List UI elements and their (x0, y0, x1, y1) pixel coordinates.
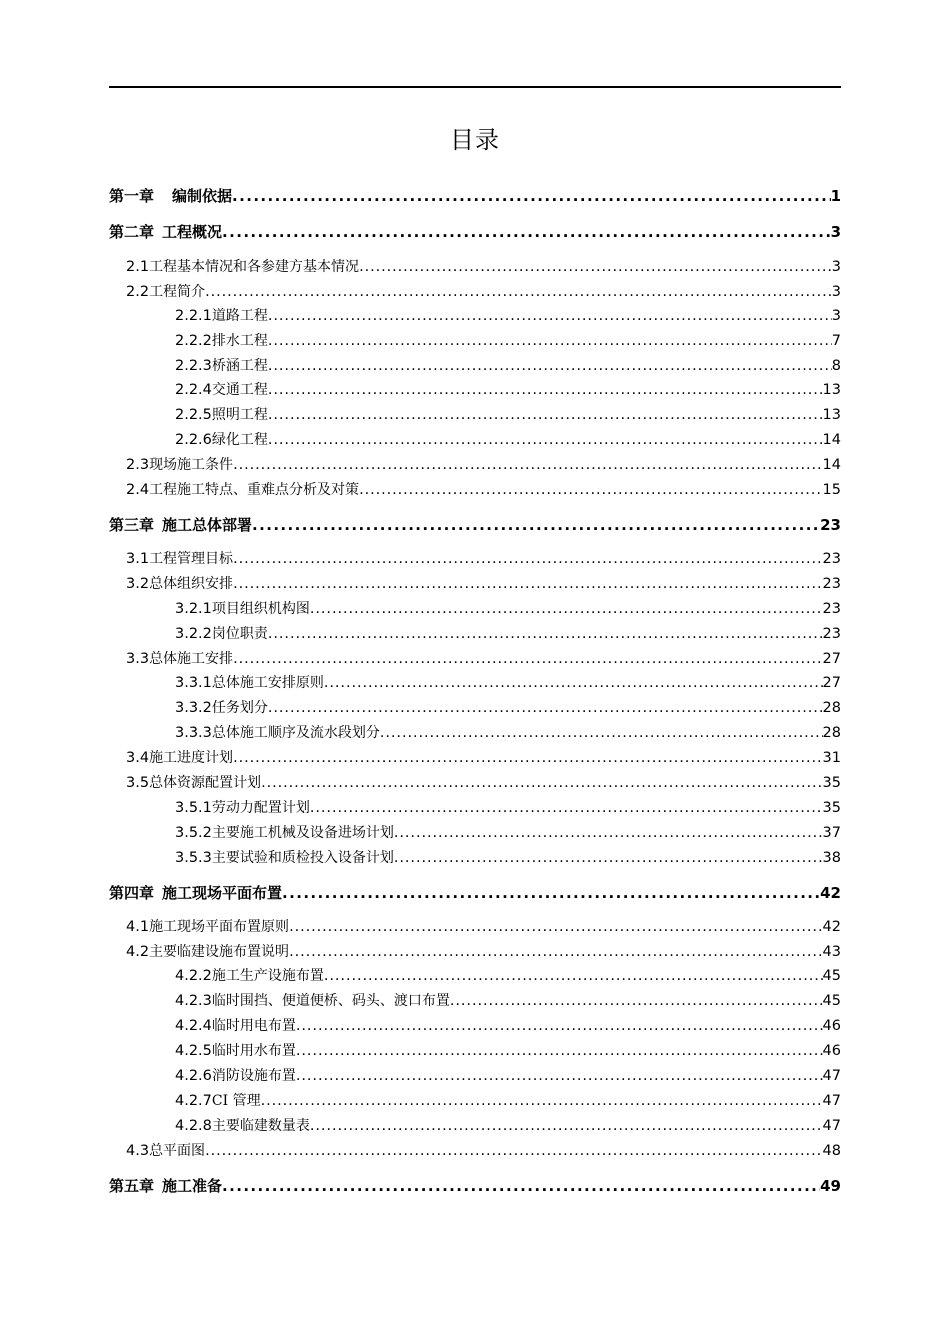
toc-entry-title: 现场施工条件 (149, 457, 234, 473)
toc-entry-page-number: 46 (822, 1018, 841, 1034)
toc-dot-leader (296, 1018, 823, 1034)
toc-entry-number: 3.1 (126, 551, 150, 567)
toc-entry-level-2[interactable] (126, 454, 841, 476)
toc-entry-level-3[interactable] (175, 305, 841, 327)
toc-entry-page-number: 49 (820, 1177, 841, 1195)
toc-entry-number: 第一章 (109, 187, 155, 205)
toc-entry-number: 3.5.2 (175, 825, 212, 841)
toc-entry-title: 施工现场平面布置原则 (149, 919, 290, 935)
toc-entry-number: 4.2.3 (175, 993, 212, 1009)
toc-entry-title: 绿化工程 (211, 432, 268, 448)
toc-dot-leader (359, 259, 832, 275)
toc-entry-level-3[interactable] (175, 355, 841, 377)
toc-entry-level-3[interactable] (175, 822, 841, 844)
toc-entry-level-3[interactable] (175, 330, 841, 352)
toc-dot-leader (268, 432, 823, 448)
toc-entry-level-2[interactable] (126, 281, 841, 303)
toc-entry-title: 主要试验和质检投入设备计划 (211, 850, 394, 866)
toc-entry-page-number: 15 (822, 482, 841, 498)
toc-entry-level-3[interactable] (175, 965, 841, 987)
toc-entry-number: 3.5.3 (175, 850, 212, 866)
toc-dot-leader (268, 700, 823, 716)
toc-dot-leader (394, 850, 823, 866)
toc-entry-title: 工程管理目标 (149, 551, 234, 567)
toc-dot-leader (289, 944, 822, 960)
toc-entry-number: 3.3.1 (175, 675, 212, 691)
toc-entry-page-number: 48 (822, 1143, 841, 1159)
toc-entry-level-2[interactable] (126, 916, 841, 938)
toc-entry-title: 施工现场平面布置 (162, 884, 283, 902)
toc-entry-level-3[interactable] (175, 598, 841, 620)
toc-entry-title: 主要临建数量表 (211, 1118, 310, 1134)
toc-entry-number: 4.2 (126, 944, 150, 960)
toc-entry-number: 4.2.2 (175, 968, 212, 984)
toc-entry-number: 3.2.1 (175, 601, 212, 617)
toc-entry-page-number: 1 (830, 187, 841, 205)
toc-entry-title: 临时用电布置 (211, 1018, 296, 1034)
toc-dot-leader (205, 1143, 822, 1159)
toc-entry-number: 2.4 (126, 482, 150, 498)
toc-entry-number: 4.2.6 (175, 1068, 212, 1084)
toc-entry-number: 3.5.1 (175, 800, 212, 816)
toc-entry-level-3[interactable] (175, 847, 841, 869)
toc-entry-number: 4.2.4 (175, 1018, 212, 1034)
toc-entry-level-2[interactable] (126, 1140, 841, 1162)
toc-entry-level-3[interactable] (175, 1065, 841, 1087)
toc-entry-page-number: 27 (822, 675, 841, 691)
toc-entry-page-number: 35 (822, 800, 841, 816)
toc-entry-number: 4.1 (126, 919, 150, 935)
toc-entry-title: 总体组织安排 (149, 576, 234, 592)
toc-entry-level-3[interactable] (175, 1115, 841, 1137)
toc-entry-page-number: 28 (822, 725, 841, 741)
toc-dot-leader (289, 919, 822, 935)
toc-entry-number: 3.4 (126, 750, 150, 766)
toc-entry-title: 消防设施布置 (211, 1068, 296, 1084)
toc-dot-leader (268, 407, 823, 423)
toc-title: 目录 (450, 126, 500, 154)
toc-entry-number: 第五章 (109, 1177, 155, 1195)
toc-entry-page-number: 23 (820, 516, 841, 534)
toc-dot-leader (268, 358, 832, 374)
toc-entry-title: 临时围挡、便道便桥、码头、渡口布置 (211, 993, 450, 1009)
toc-entry-page-number: 14 (822, 432, 841, 448)
toc-entry-number: 2.2 (126, 284, 150, 300)
toc-entry-page-number: 45 (822, 968, 841, 984)
toc-entry-page-number: 47 (822, 1068, 841, 1084)
toc-dot-leader (233, 457, 822, 473)
toc-entry-title: 主要临建设施布置说明 (149, 944, 290, 960)
toc-entry-number: 2.3 (126, 457, 150, 473)
toc-entry-level-3[interactable] (175, 1040, 841, 1062)
toc-entry-title: 施工进度计划 (149, 750, 234, 766)
toc-entry-title: 工程施工特点、重难点分析及对策 (149, 482, 360, 498)
toc-dot-leader (310, 601, 823, 617)
toc-entry-level-1[interactable] (109, 185, 841, 207)
toc-dot-leader (268, 333, 832, 349)
toc-entry-number: 4.3 (126, 1143, 150, 1159)
toc-entry-level-3[interactable] (175, 722, 841, 744)
toc-entry-title: 总平面图 (149, 1143, 206, 1159)
toc-entry-level-3[interactable] (175, 404, 841, 426)
toc-dot-leader (233, 651, 822, 667)
toc-entry-level-1[interactable] (109, 514, 841, 536)
toc-entry-level-2[interactable] (126, 479, 841, 501)
toc-entry-level-2[interactable] (126, 648, 841, 670)
toc-entry-title: 工程概况 (162, 223, 223, 241)
toc-dot-leader (380, 725, 823, 741)
toc-entry-title: 排水工程 (211, 333, 268, 349)
toc-entry-number: 第三章 (109, 516, 155, 534)
toc-dot-leader (233, 551, 822, 567)
toc-entry-level-2[interactable] (126, 256, 841, 278)
toc-entry-title: 主要施工机械及设备进场计划 (211, 825, 394, 841)
toc-entry-title: 道路工程 (211, 308, 268, 324)
toc-entry-level-1[interactable] (109, 221, 841, 243)
toc-entry-page-number: 42 (820, 884, 841, 902)
toc-entry-level-2[interactable] (126, 772, 841, 794)
toc-entry-number: 2.2.4 (175, 382, 212, 398)
toc-dot-leader (282, 884, 820, 902)
toc-entry-level-3[interactable] (175, 1090, 841, 1112)
toc-entry-level-1[interactable] (109, 1175, 841, 1197)
toc-entry-title: 总体资源配置计划 (149, 775, 262, 791)
toc-entry-page-number: 23 (822, 626, 841, 642)
toc-entry-level-2[interactable] (126, 548, 841, 570)
toc-dot-leader (450, 993, 823, 1009)
toc-entry-level-2[interactable] (126, 941, 841, 963)
toc-entry-title: 桥涵工程 (211, 358, 268, 374)
toc-dot-leader (261, 1093, 823, 1109)
toc-entry-title: 临时用水布置 (211, 1043, 296, 1059)
toc-entry-page-number: 42 (822, 919, 841, 935)
toc-dot-leader (261, 775, 822, 791)
toc-dot-leader (296, 1043, 823, 1059)
toc-dot-leader (310, 1118, 823, 1134)
toc-entry-number: 3.3.3 (175, 725, 212, 741)
toc-entry-number: 3.3.2 (175, 700, 212, 716)
toc-entry-number: 第四章 (109, 884, 155, 902)
toc-entry-number: 第二章 (109, 223, 155, 241)
toc-entry-title: 编制依据 (172, 187, 233, 205)
toc-entry-page-number: 3 (831, 284, 841, 300)
toc-dot-leader (324, 675, 823, 691)
toc-entry-page-number: 23 (822, 576, 841, 592)
toc-dot-leader (268, 382, 823, 398)
toc-dot-leader (252, 516, 820, 534)
toc-entry-title: 岗位职责 (211, 626, 268, 642)
toc-entry-page-number: 3 (830, 223, 841, 241)
toc-dot-leader (359, 482, 822, 498)
toc-entry-page-number: 13 (822, 407, 841, 423)
toc-entry-number: 2.2.1 (175, 308, 212, 324)
toc-entry-page-number: 47 (822, 1118, 841, 1134)
toc-entry-number: 2.2.6 (175, 432, 212, 448)
toc-entry-level-2[interactable] (126, 747, 841, 769)
toc-entry-page-number: 31 (822, 750, 841, 766)
toc-dot-leader (394, 825, 823, 841)
toc-entry-page-number: 3 (831, 308, 841, 324)
toc-entry-number: 2.2.3 (175, 358, 212, 374)
toc-entry-title: 总体施工安排 (149, 651, 234, 667)
toc-entry-title: 总体施工顺序及流水段划分 (211, 725, 380, 741)
toc-entry-number: 3.2 (126, 576, 150, 592)
toc-dot-leader (310, 800, 823, 816)
toc-entry-page-number: 23 (822, 601, 841, 617)
toc-entry-title: 施工准备 (162, 1177, 223, 1195)
toc-dot-leader (232, 187, 831, 205)
toc-entry-title: 工程简介 (149, 284, 206, 300)
toc-entry-page-number: 23 (822, 551, 841, 567)
toc-entry-title: 任务划分 (211, 700, 268, 716)
toc-dot-leader (324, 968, 823, 984)
toc-entry-number: 3.3 (126, 651, 150, 667)
toc-entry-number: 4.2.8 (175, 1118, 212, 1134)
toc-entry-page-number: 47 (822, 1093, 841, 1109)
header-rule (109, 86, 841, 88)
toc-entry-level-3[interactable] (175, 672, 841, 694)
toc-entry-title: 照明工程 (211, 407, 268, 423)
toc-entry-level-2[interactable] (126, 573, 841, 595)
toc-entry-page-number: 13 (822, 382, 841, 398)
toc-entry-page-number: 37 (822, 825, 841, 841)
toc-dot-leader (233, 750, 822, 766)
toc-entry-number: 2.1 (126, 259, 150, 275)
toc-entry-level-3[interactable] (175, 379, 841, 401)
toc-dot-leader (268, 626, 823, 642)
toc-entry-title: CI 管理 (211, 1093, 261, 1109)
toc-entry-number: 2.2.2 (175, 333, 212, 349)
toc-dot-leader (233, 576, 822, 592)
toc-entry-number: 3.5 (126, 775, 150, 791)
toc-entry-page-number: 8 (831, 358, 841, 374)
toc-entry-title: 施工生产设施布置 (211, 968, 324, 984)
toc-entry-page-number: 28 (822, 700, 841, 716)
toc-entry-level-3[interactable] (175, 623, 841, 645)
toc-entry-page-number: 27 (822, 651, 841, 667)
toc-entry-page-number: 35 (822, 775, 841, 791)
toc-entry-number: 4.2.5 (175, 1043, 212, 1059)
toc-entry-number: 3.2.2 (175, 626, 212, 642)
toc-entry-page-number: 46 (822, 1043, 841, 1059)
toc-entry-title: 总体施工安排原则 (211, 675, 324, 691)
toc-dot-leader (222, 1177, 820, 1195)
toc-entry-page-number: 14 (822, 457, 841, 473)
toc-entry-level-3[interactable] (175, 990, 841, 1012)
toc-entry-page-number: 3 (831, 259, 841, 275)
toc-dot-leader (222, 223, 831, 241)
toc-entry-number: 4.2.7 (175, 1093, 212, 1109)
toc-entry-level-3[interactable] (175, 429, 841, 451)
toc-entry-level-1[interactable] (109, 882, 841, 904)
toc-entry-title: 项目组织机构图 (211, 601, 310, 617)
toc-entry-page-number: 7 (831, 333, 841, 349)
toc-dot-leader (268, 308, 832, 324)
toc-dot-leader (205, 284, 832, 300)
toc-entry-title: 工程基本情况和各参建方基本情况 (149, 259, 360, 275)
toc-entry-level-3[interactable] (175, 1015, 841, 1037)
toc-entry-page-number: 43 (822, 944, 841, 960)
toc-entry-title: 施工总体部署 (162, 516, 253, 534)
toc-entry-title: 劳动力配置计划 (211, 800, 310, 816)
toc-entry-level-3[interactable] (175, 797, 841, 819)
toc-entry-page-number: 45 (822, 993, 841, 1009)
toc-entry-title: 交通工程 (211, 382, 268, 398)
toc-entry-level-3[interactable] (175, 697, 841, 719)
toc-entry-number: 2.2.5 (175, 407, 212, 423)
toc-dot-leader (296, 1068, 823, 1084)
toc-entry-page-number: 38 (822, 850, 841, 866)
